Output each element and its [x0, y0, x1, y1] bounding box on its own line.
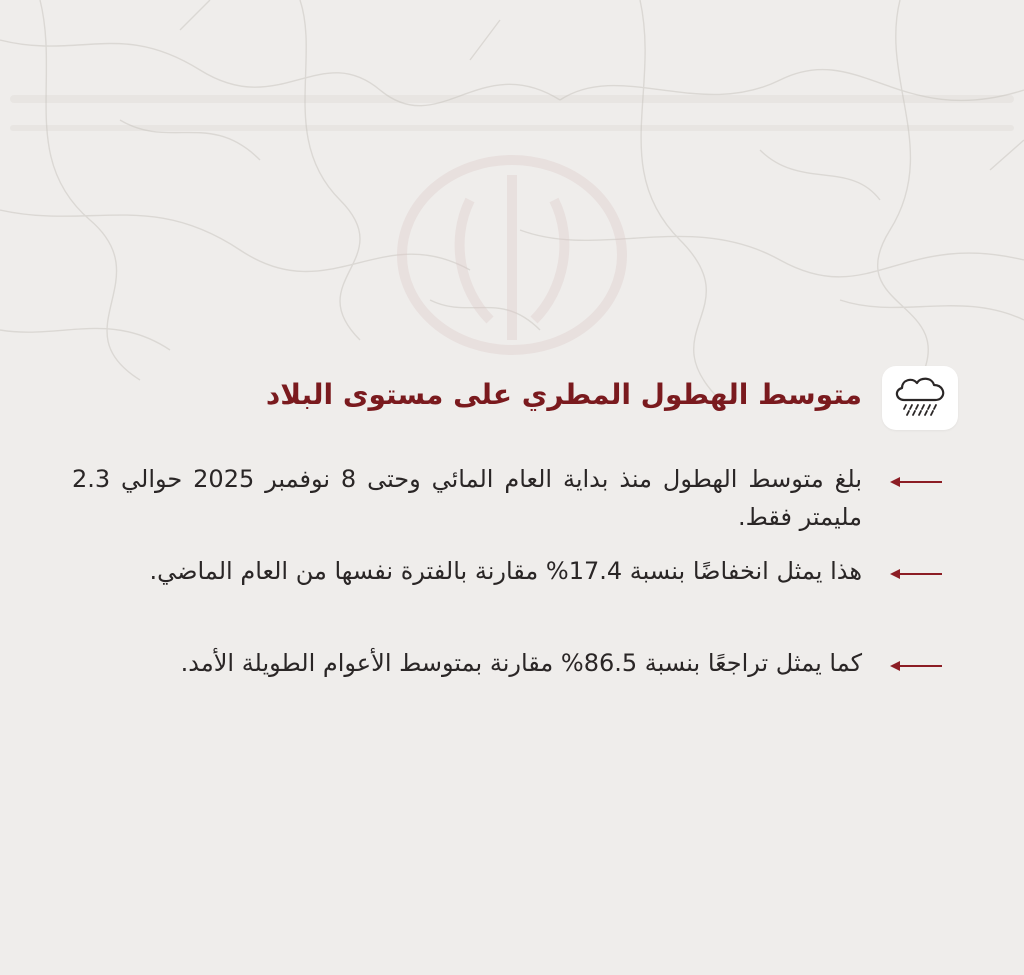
list-item-text: بلغ متوسط الهطول منذ بداية العام المائي وحتى 8 نوفمبر 2025 حوالي 2.3 مليمتر فقط.: [72, 465, 863, 531]
list-item: [60, 644, 964, 736]
arrow-left-icon: [888, 566, 944, 582]
card-header: [60, 360, 964, 436]
list-item-text: هذا يمثل انخفاضًا بنسبة 17.4% مقارنة بالفترة نفسها من العام الماضي.: [149, 557, 862, 585]
list-item: [60, 460, 964, 552]
icon-tile: [882, 366, 958, 430]
list-item-text: كما يمثل تراجعًا بنسبة 86.5% مقارنة بمتوسط الأعوام الطويلة الأمد.: [180, 649, 862, 677]
rainfall-card: [60, 360, 964, 677]
arrow-left-icon: [888, 474, 944, 490]
bullet-list: [60, 460, 964, 736]
arrow-left-icon: [888, 658, 944, 674]
cloud-rain-icon: [890, 374, 950, 422]
list-item: [60, 552, 964, 644]
card-title: متوسط الهطول المطري على مستوى البلاد: [265, 378, 862, 411]
